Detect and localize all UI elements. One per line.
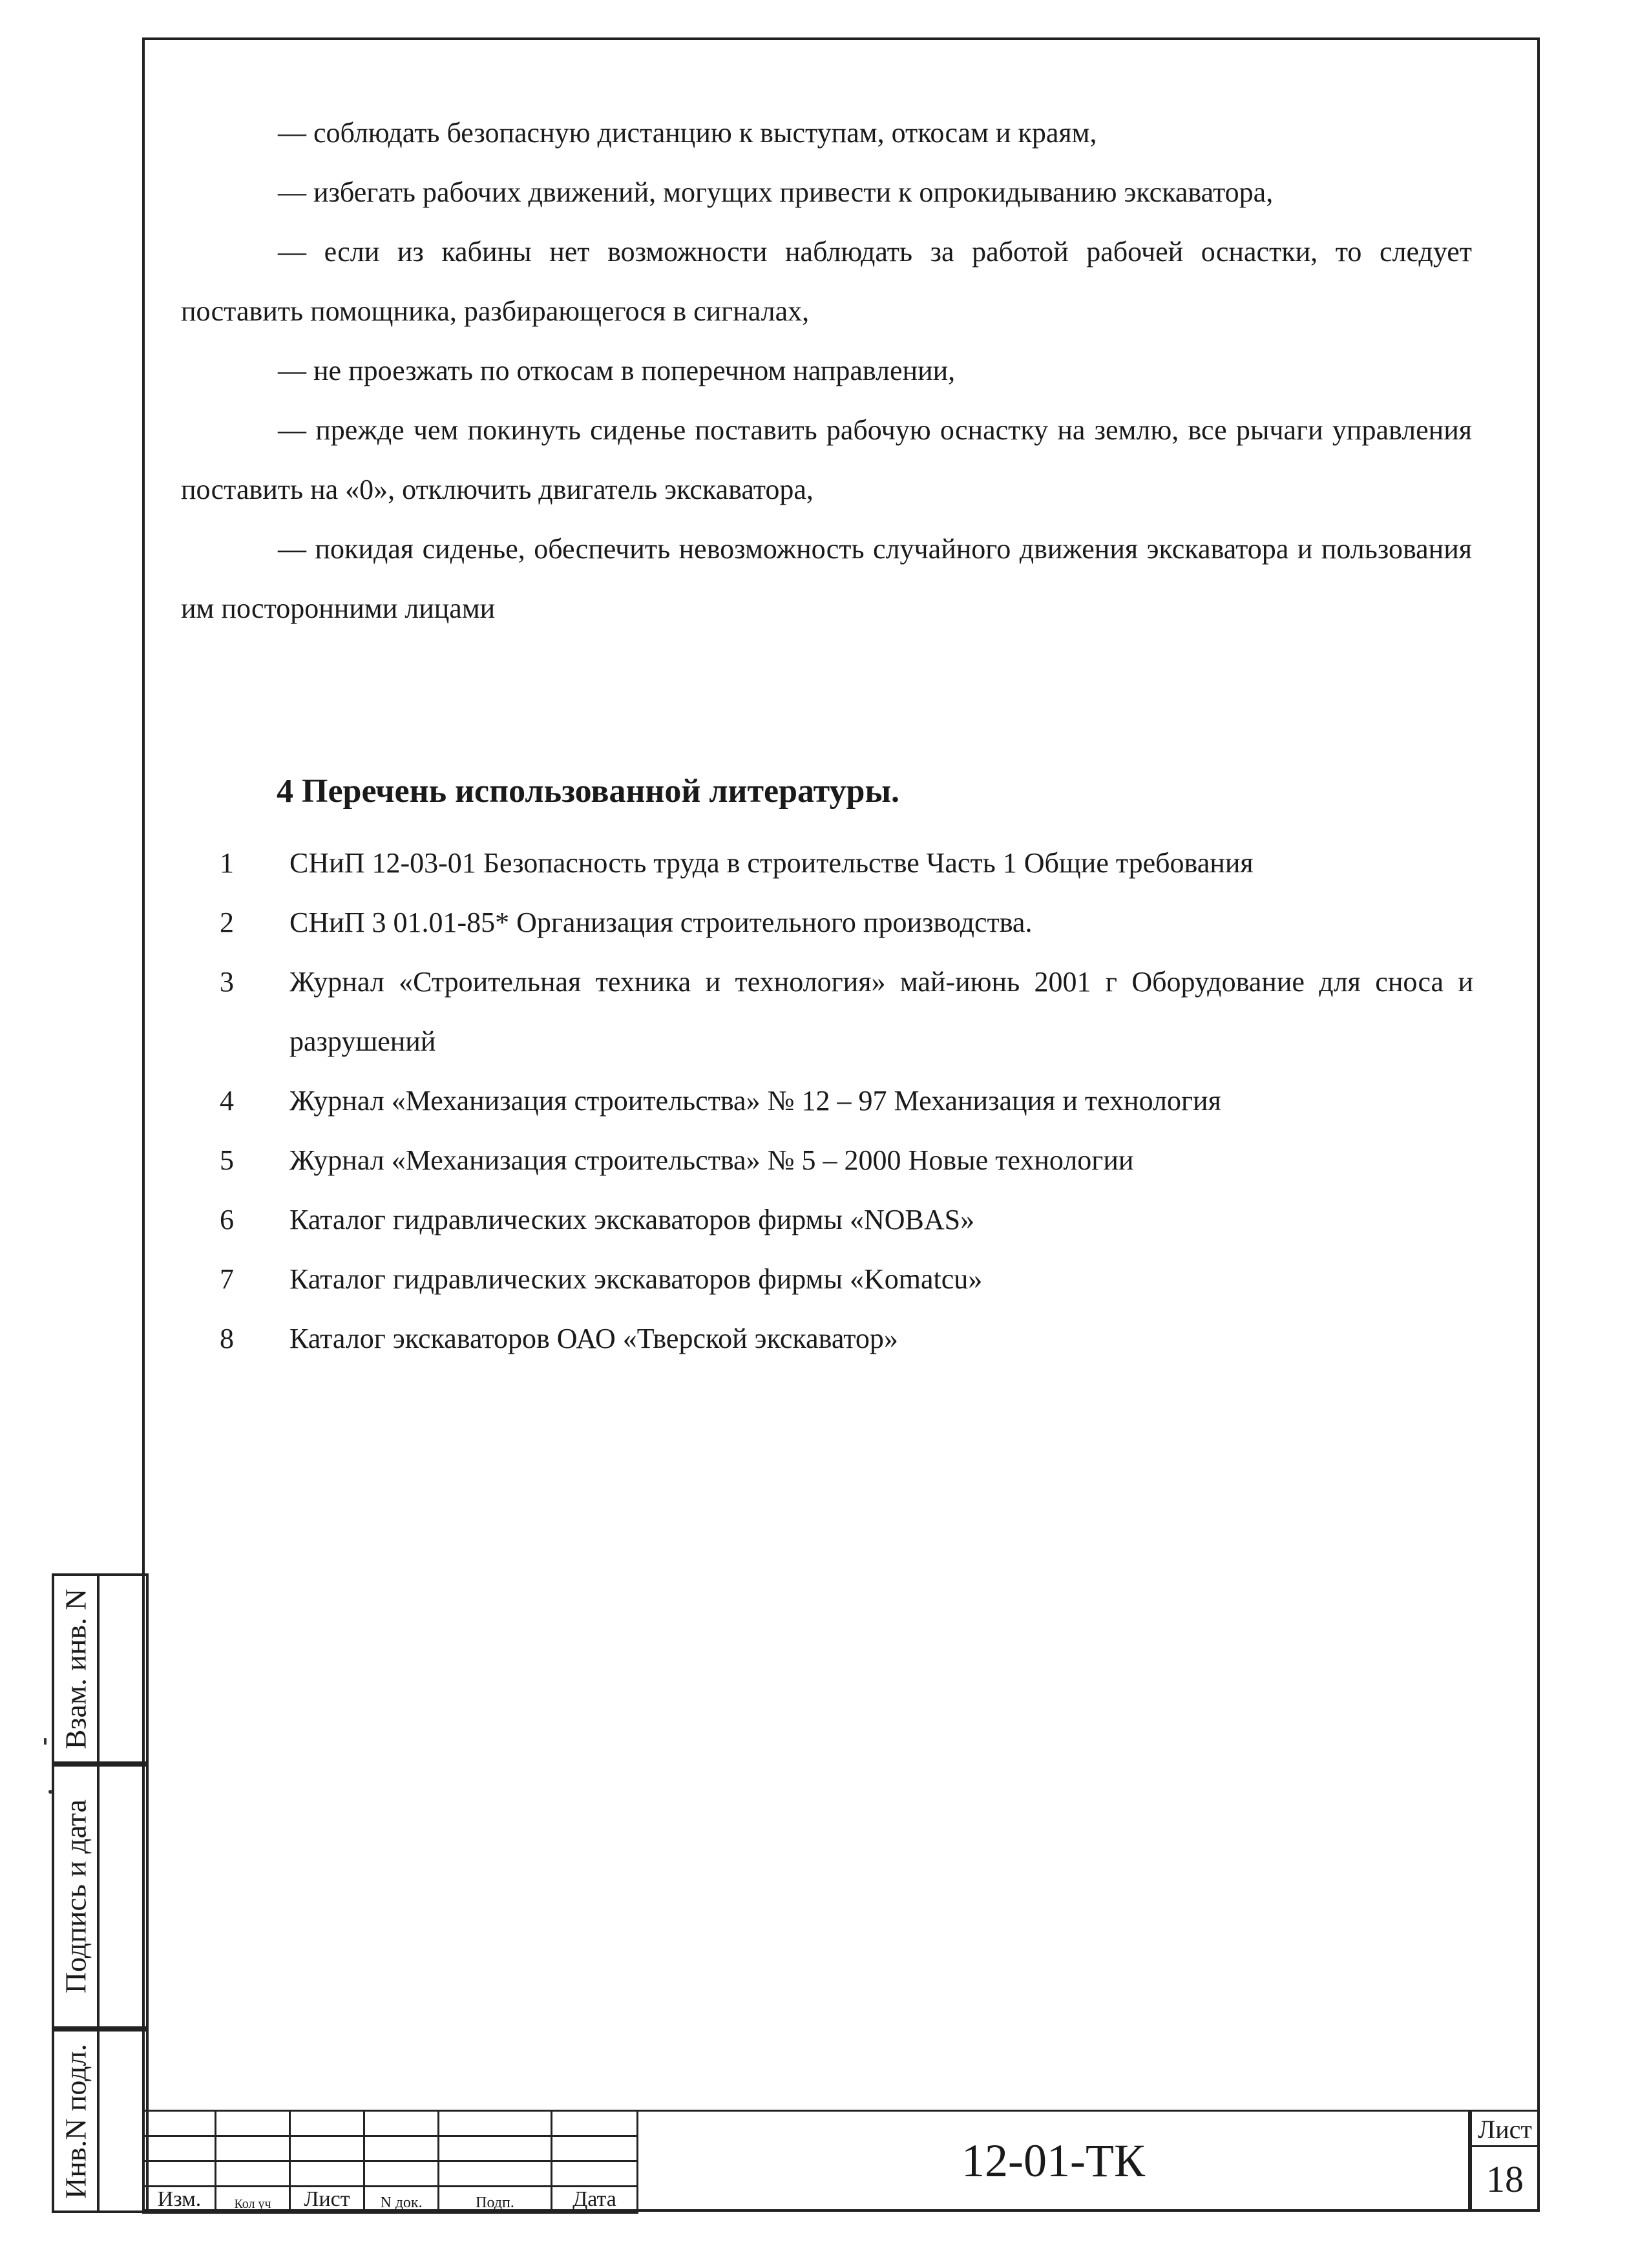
scan-speck — [48, 1790, 52, 1794]
document-code: 12-01-ТК — [636, 2110, 1470, 2212]
reference-text: СНиП 3 01.01-85* Организация строительного производства. — [289, 907, 1033, 938]
side-stamp-zam-inv — [52, 1573, 149, 1764]
side-stamp-inv-original-label: Инв.N подл. — [59, 2043, 92, 2199]
reference-number: 2 — [220, 907, 234, 938]
reference-text: СНиП 12-03-01 Безопасность труда в строительстве Часть 1 Общие требования — [289, 847, 1254, 879]
reference-text: Каталог экскаваторов ОАО «Тверской экскаватор» — [289, 1323, 898, 1354]
side-stamp-signature-date-label: Подпись и дата — [59, 1799, 92, 1994]
reference-number: 7 — [220, 1263, 234, 1295]
reference-number: 1 — [220, 847, 234, 879]
reference-item — [220, 893, 1473, 952]
side-stamp-signature-date — [52, 1764, 149, 2029]
reference-number: 3 — [220, 966, 234, 998]
reference-text: Журнал «Строительная техника и технология» май-июнь 2001 г Оборудование для сноса и разрушений — [289, 966, 1473, 1057]
side-stamp-zam-inv-cell — [100, 1576, 146, 1761]
title-block-col-ndok: N док. — [364, 2187, 439, 2213]
sheet-number: 18 — [1486, 2158, 1524, 2200]
side-stamp-inv-original-cell — [100, 2032, 146, 2210]
references-heading: 4 Перечень использованной литературы. — [277, 773, 900, 810]
safety-rule-distance: — соблюдать безопасную дистанцию к выступам, откосам и краям, — [278, 117, 1097, 149]
safety-rule-leaving-seat: — прежде чем покинуть сиденье поставить рабочую оснастку на землю, все рычаги управления поставить на «0», отключить двигатель экскаватора, — [181, 414, 1472, 505]
reference-item — [220, 952, 1473, 1071]
reference-item — [220, 1309, 1473, 1369]
safety-rule-assistant: — если из кабины нет возможности наблюдать за работой рабочей оснастки, то следует поставить помощника, разбирающегося в сигналах, — [181, 236, 1472, 327]
reference-item — [220, 1071, 1473, 1131]
title-block-col-podp: Подп. — [439, 2187, 552, 2213]
title-block-col-kol: Кол уч — [216, 2187, 290, 2213]
title-block-grid — [142, 2110, 638, 2214]
reference-number: 4 — [220, 1085, 234, 1117]
reference-number: 6 — [220, 1204, 234, 1235]
reference-number: 8 — [220, 1323, 234, 1354]
safety-rule-movements: — избегать рабочих движений, могущих привести к опрокидыванию экскаватора, — [278, 176, 1274, 208]
reference-item — [220, 834, 1473, 893]
sheet-label: Лист — [1472, 2112, 1538, 2147]
side-stamp-zam-inv-label: Взам. инв. N — [59, 1588, 92, 1749]
reference-item — [220, 1190, 1473, 1250]
safety-rule-slopes: — не проезжать по откосам в поперечном направлении, — [278, 355, 956, 386]
reference-number: 5 — [220, 1144, 234, 1176]
title-block-col-list: Лист — [290, 2187, 364, 2213]
reference-text: Журнал «Механизация строительства» № 12 – 97 Механизация и технология — [289, 1085, 1221, 1117]
scan-speck — [44, 1738, 47, 1745]
title-block-col-data: Дата — [552, 2187, 638, 2213]
reference-text: Каталог гидравлических экскаваторов фирмы «Komatcu» — [289, 1263, 983, 1295]
references-list — [220, 834, 1473, 1369]
reference-item — [220, 1250, 1473, 1309]
reference-item — [220, 1131, 1473, 1190]
title-block-col-izm: Изм. — [143, 2187, 216, 2213]
side-stamp-inv-original — [52, 2029, 149, 2213]
safety-rule-unauthorized: — покидая сиденье, обеспечить невозможность случайного движения экскаватора и пользования им посторонними лицами — [181, 533, 1472, 624]
side-stamp-signature-date-cell — [100, 1767, 146, 2026]
sheet-box — [1470, 2110, 1540, 2212]
reference-text: Каталог гидравлических экскаваторов фирмы «NOBAS» — [289, 1204, 975, 1235]
reference-text: Журнал «Механизация строительства» № 5 – 2000 Новые технологии — [289, 1144, 1134, 1176]
